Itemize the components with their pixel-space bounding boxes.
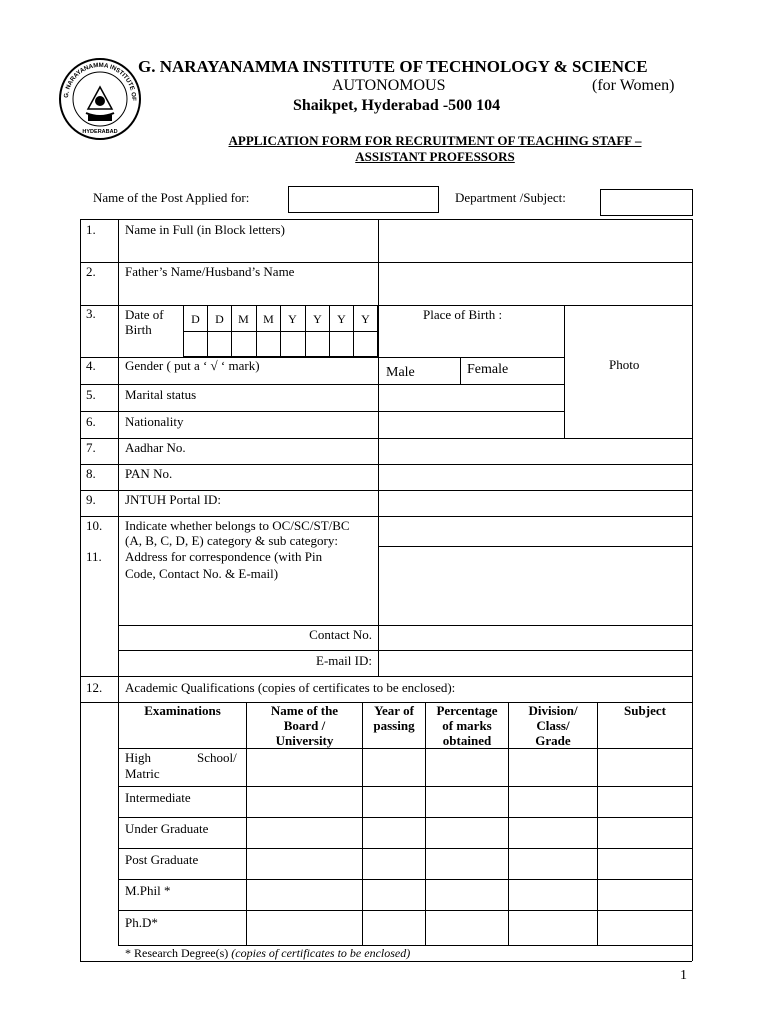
address-label-2: Code, Contact No. & E-mail)	[125, 566, 279, 581]
category-input[interactable]	[379, 517, 691, 545]
address-input[interactable]	[379, 547, 691, 624]
marital-status-input[interactable]	[379, 385, 563, 410]
pan-label: PAN No.	[125, 466, 173, 481]
qualification-entry-area[interactable]	[247, 749, 691, 944]
marital-status-label: Marital status	[125, 387, 197, 402]
full-name-input[interactable]	[379, 220, 691, 261]
father-name-input[interactable]	[379, 263, 691, 304]
email-input[interactable]	[379, 651, 691, 675]
institute-name: G. NARAYANAMMA INSTITUTE OF TECHNOLOGY & SCIENCE	[138, 57, 648, 76]
research-degree-note: * Research Degree(s) (copies of certificates to be enclosed)	[125, 946, 411, 960]
row-9-number: 9.	[86, 492, 96, 507]
post-applied-input[interactable]	[288, 186, 439, 213]
exam-under-graduate: Under Graduate	[125, 821, 209, 836]
dob-cell-y3: Y	[337, 312, 346, 326]
row-1-number: 1.	[86, 222, 96, 237]
pan-input[interactable]	[379, 465, 691, 489]
header-examinations: Examinations	[144, 703, 221, 718]
dob-input-row[interactable]	[184, 332, 377, 356]
row-3-number: 3.	[86, 306, 96, 321]
header-subject: Subject	[624, 703, 666, 718]
header-board-2: Board /	[283, 718, 326, 733]
institute-logo	[58, 57, 142, 141]
contact-no-label: Contact No.	[309, 627, 372, 642]
place-of-birth-input[interactable]	[379, 325, 563, 356]
contact-no-input[interactable]	[379, 626, 691, 649]
exam-matric: Matric	[125, 766, 160, 781]
jntuh-portal-label: JNTUH Portal ID:	[125, 492, 222, 507]
gender-label: Gender ( put a ‘ √ ‘ mark)	[125, 358, 260, 373]
dob-label-2: Birth	[125, 322, 152, 337]
header-division-2: Class/	[536, 718, 570, 733]
post-applied-label: Name of the Post Applied for:	[93, 190, 250, 205]
row-2-number: 2.	[86, 264, 96, 279]
header-division-3: Grade	[535, 733, 571, 748]
logo-city: HYDERABAD	[82, 129, 118, 135]
logo-ring-text: G. NARAYANAMMA INSTITUTE OF	[62, 61, 138, 101]
institute-address: Shaikpet, Hyderabad -500 104	[293, 97, 501, 114]
header-percentage-1: Percentage	[436, 703, 498, 718]
jntuh-portal-input[interactable]	[379, 491, 691, 515]
full-name-label: Name in Full (in Block letters)	[125, 222, 285, 237]
header-board-3: University	[275, 733, 334, 748]
aadhar-input[interactable]	[379, 439, 691, 463]
exam-intermediate: Intermediate	[125, 790, 191, 805]
department-label: Department /Subject:	[455, 190, 566, 205]
header-division-1: Division/	[528, 703, 578, 718]
page-number: 1	[680, 968, 687, 983]
header-percentage-3: obtained	[442, 733, 492, 748]
nationality-label: Nationality	[125, 414, 184, 429]
department-input[interactable]	[600, 189, 693, 216]
row-4-number: 4.	[86, 358, 96, 373]
exam-phd: Ph.D*	[125, 915, 158, 930]
address-label: Address for correspondence (with Pin	[125, 549, 323, 564]
dob-cell-y2: Y	[313, 312, 322, 326]
row-11-number: 11.	[86, 549, 102, 564]
dob-cell-d1: D	[191, 312, 200, 326]
row-6-number: 6.	[86, 414, 96, 429]
exam-high-school-2: School/	[197, 750, 237, 765]
gender-male-option[interactable]: Male	[386, 365, 415, 380]
emblem-icon	[58, 57, 142, 141]
row-5-number: 5.	[86, 387, 96, 402]
aadhar-label: Aadhar No.	[125, 440, 186, 455]
dob-cell-y4: Y	[361, 312, 370, 326]
category-label-2: (A, B, C, D, E) category & sub category:	[125, 533, 339, 548]
header-year-2: passing	[373, 718, 415, 733]
academic-qualifications-label: Academic Qualifications (copies of certificates to be enclosed):	[125, 680, 456, 695]
dob-label: Date of	[125, 307, 164, 322]
header-percentage-2: of marks	[442, 718, 492, 733]
father-name-label: Father’s Name/Husband’s Name	[125, 264, 295, 279]
category-label: Indicate whether belongs to OC/SC/ST/BC	[125, 518, 350, 533]
dob-cell-m2: M	[263, 312, 274, 326]
form-title: APPLICATION FORM FOR RECRUITMENT OF TEACHING STAFF –	[228, 133, 642, 148]
exam-mphil: M.Phil *	[125, 883, 171, 898]
row-7-number: 7.	[86, 440, 96, 455]
dob-cell-m1: M	[238, 312, 249, 326]
email-label: E-mail ID:	[316, 653, 372, 668]
row-8-number: 8.	[86, 466, 96, 481]
form-subtitle: ASSISTANT PROFESSORS	[355, 149, 515, 164]
photo-box[interactable]	[565, 306, 691, 437]
for-women-label: (for Women)	[592, 77, 675, 94]
dob-cell-d2: D	[215, 312, 224, 326]
autonomous-label: AUTONOMOUS	[332, 77, 446, 94]
gender-female-option[interactable]: Female	[467, 362, 509, 377]
place-of-birth-label: Place of Birth :	[423, 307, 503, 322]
row-10-number: 10.	[86, 518, 103, 533]
header-year-1: Year of	[374, 703, 414, 718]
nationality-input[interactable]	[379, 412, 563, 437]
dob-cell-y1: Y	[288, 312, 297, 326]
exam-high-school: High	[125, 750, 151, 765]
photo-label: Photo	[609, 357, 640, 372]
row-12-number: 12.	[86, 680, 103, 695]
exam-post-graduate: Post Graduate	[125, 852, 199, 867]
header-board-1: Name of the	[270, 703, 339, 718]
